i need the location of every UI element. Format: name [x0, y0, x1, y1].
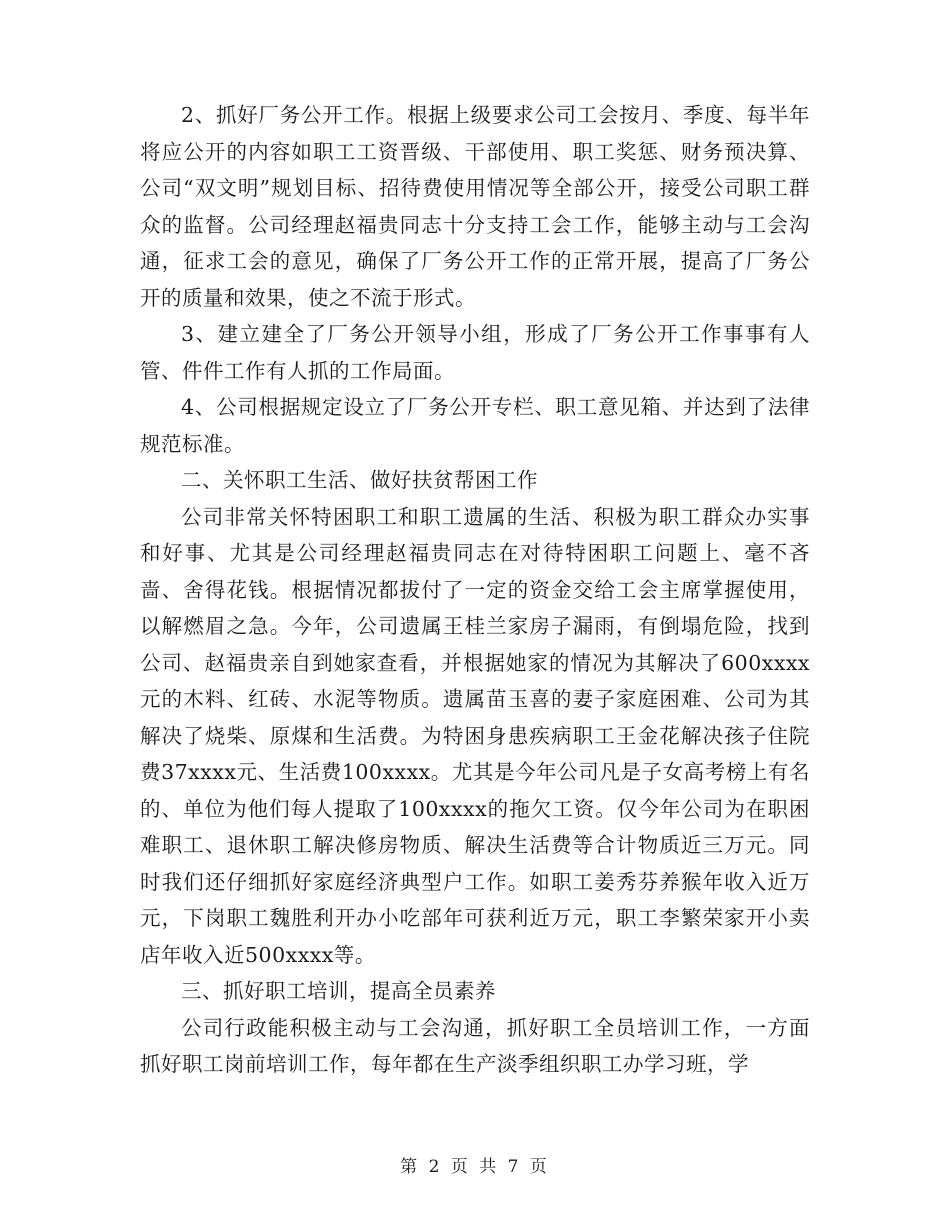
paragraph-care-workers: 公司非常关怀特困职工和职工遗属的生活、积极为职工群众办实事和好事、尤其是公司经理赵福贵同志在对待特困职工问题上、毫不吝啬、舍得花钱。根据情况都拔付了一定的资金交给工会主席掌握使用，以解燃眉之急。今年，公司遗属王桂兰家房子漏雨，有倒塌危险，找到公司、赵福贵亲自到她家查看，并根据她家的情况为其解决了600xxxx元的木料、红砖、水泥等物质。遗属苗玉喜的妻子家庭困难、公司为其解决了烧柴、原煤和生活费。为特困身患疾病职工王金花解决孩子住院费37xxxx元、生活费100xxxx。尤其是今年公司凡是子女高考榜上有名的、单位为他们每人提取了100xxxx的拖欠工资。仅今年公司为在职困难职工、退休职工解决修房物质、解决生活费等合计物质近三万元。同时我们还仔细抓好家庭经济典型户工作。如职工姜秀芬养猴年收入近万元，下岗职工魏胜利开办小吃部年可获利近万元，职工李繁荣家开小卖店年收入近500xxxx等。 — [140, 504, 810, 967]
paragraph-item-3: 3、建立建全了厂务公开领导小组，形成了厂务公开工作事事有人管、件件工作有人抓的工作局面。 — [140, 322, 810, 383]
page-footer: 第 2 页 共 7 页 — [400, 1157, 550, 1177]
section-heading-2: 二、关怀职工生活、做好扶贫帮困工作 — [181, 468, 538, 492]
section-heading-3: 三、抓好职工培训，提高全员素养 — [181, 979, 496, 1003]
paragraph-item-4: 4、公司根据规定设立了厂务公开专栏、职工意见箱、并达到了法律规范标准。 — [140, 395, 810, 456]
paragraph-training: 公司行政能积极主动与工会沟通，抓好职工全员培训工作，一方面抓好职工岗前培训工作，每年都在生产淡季组织职工办学习班，学 — [140, 1015, 810, 1076]
document-body — [140, 97, 810, 1083]
paragraph-item-2: 2、抓好厂务公开工作。根据上级要求公司工会按月、季度、每半年将应公开的内容如职工工资晋级、干部使用、职工奖惩、财务预决算、公司“双文明”规划目标、招待费使用情况等全部公开，接受公司职工群众的监督。公司经理赵福贵同志十分支持工会工作，能够主动与工会沟通，征求工会的意见，确保了厂务公开工作的正常开展，提高了厂务公开的质量和效果，使之不流于形式。 — [140, 103, 810, 310]
